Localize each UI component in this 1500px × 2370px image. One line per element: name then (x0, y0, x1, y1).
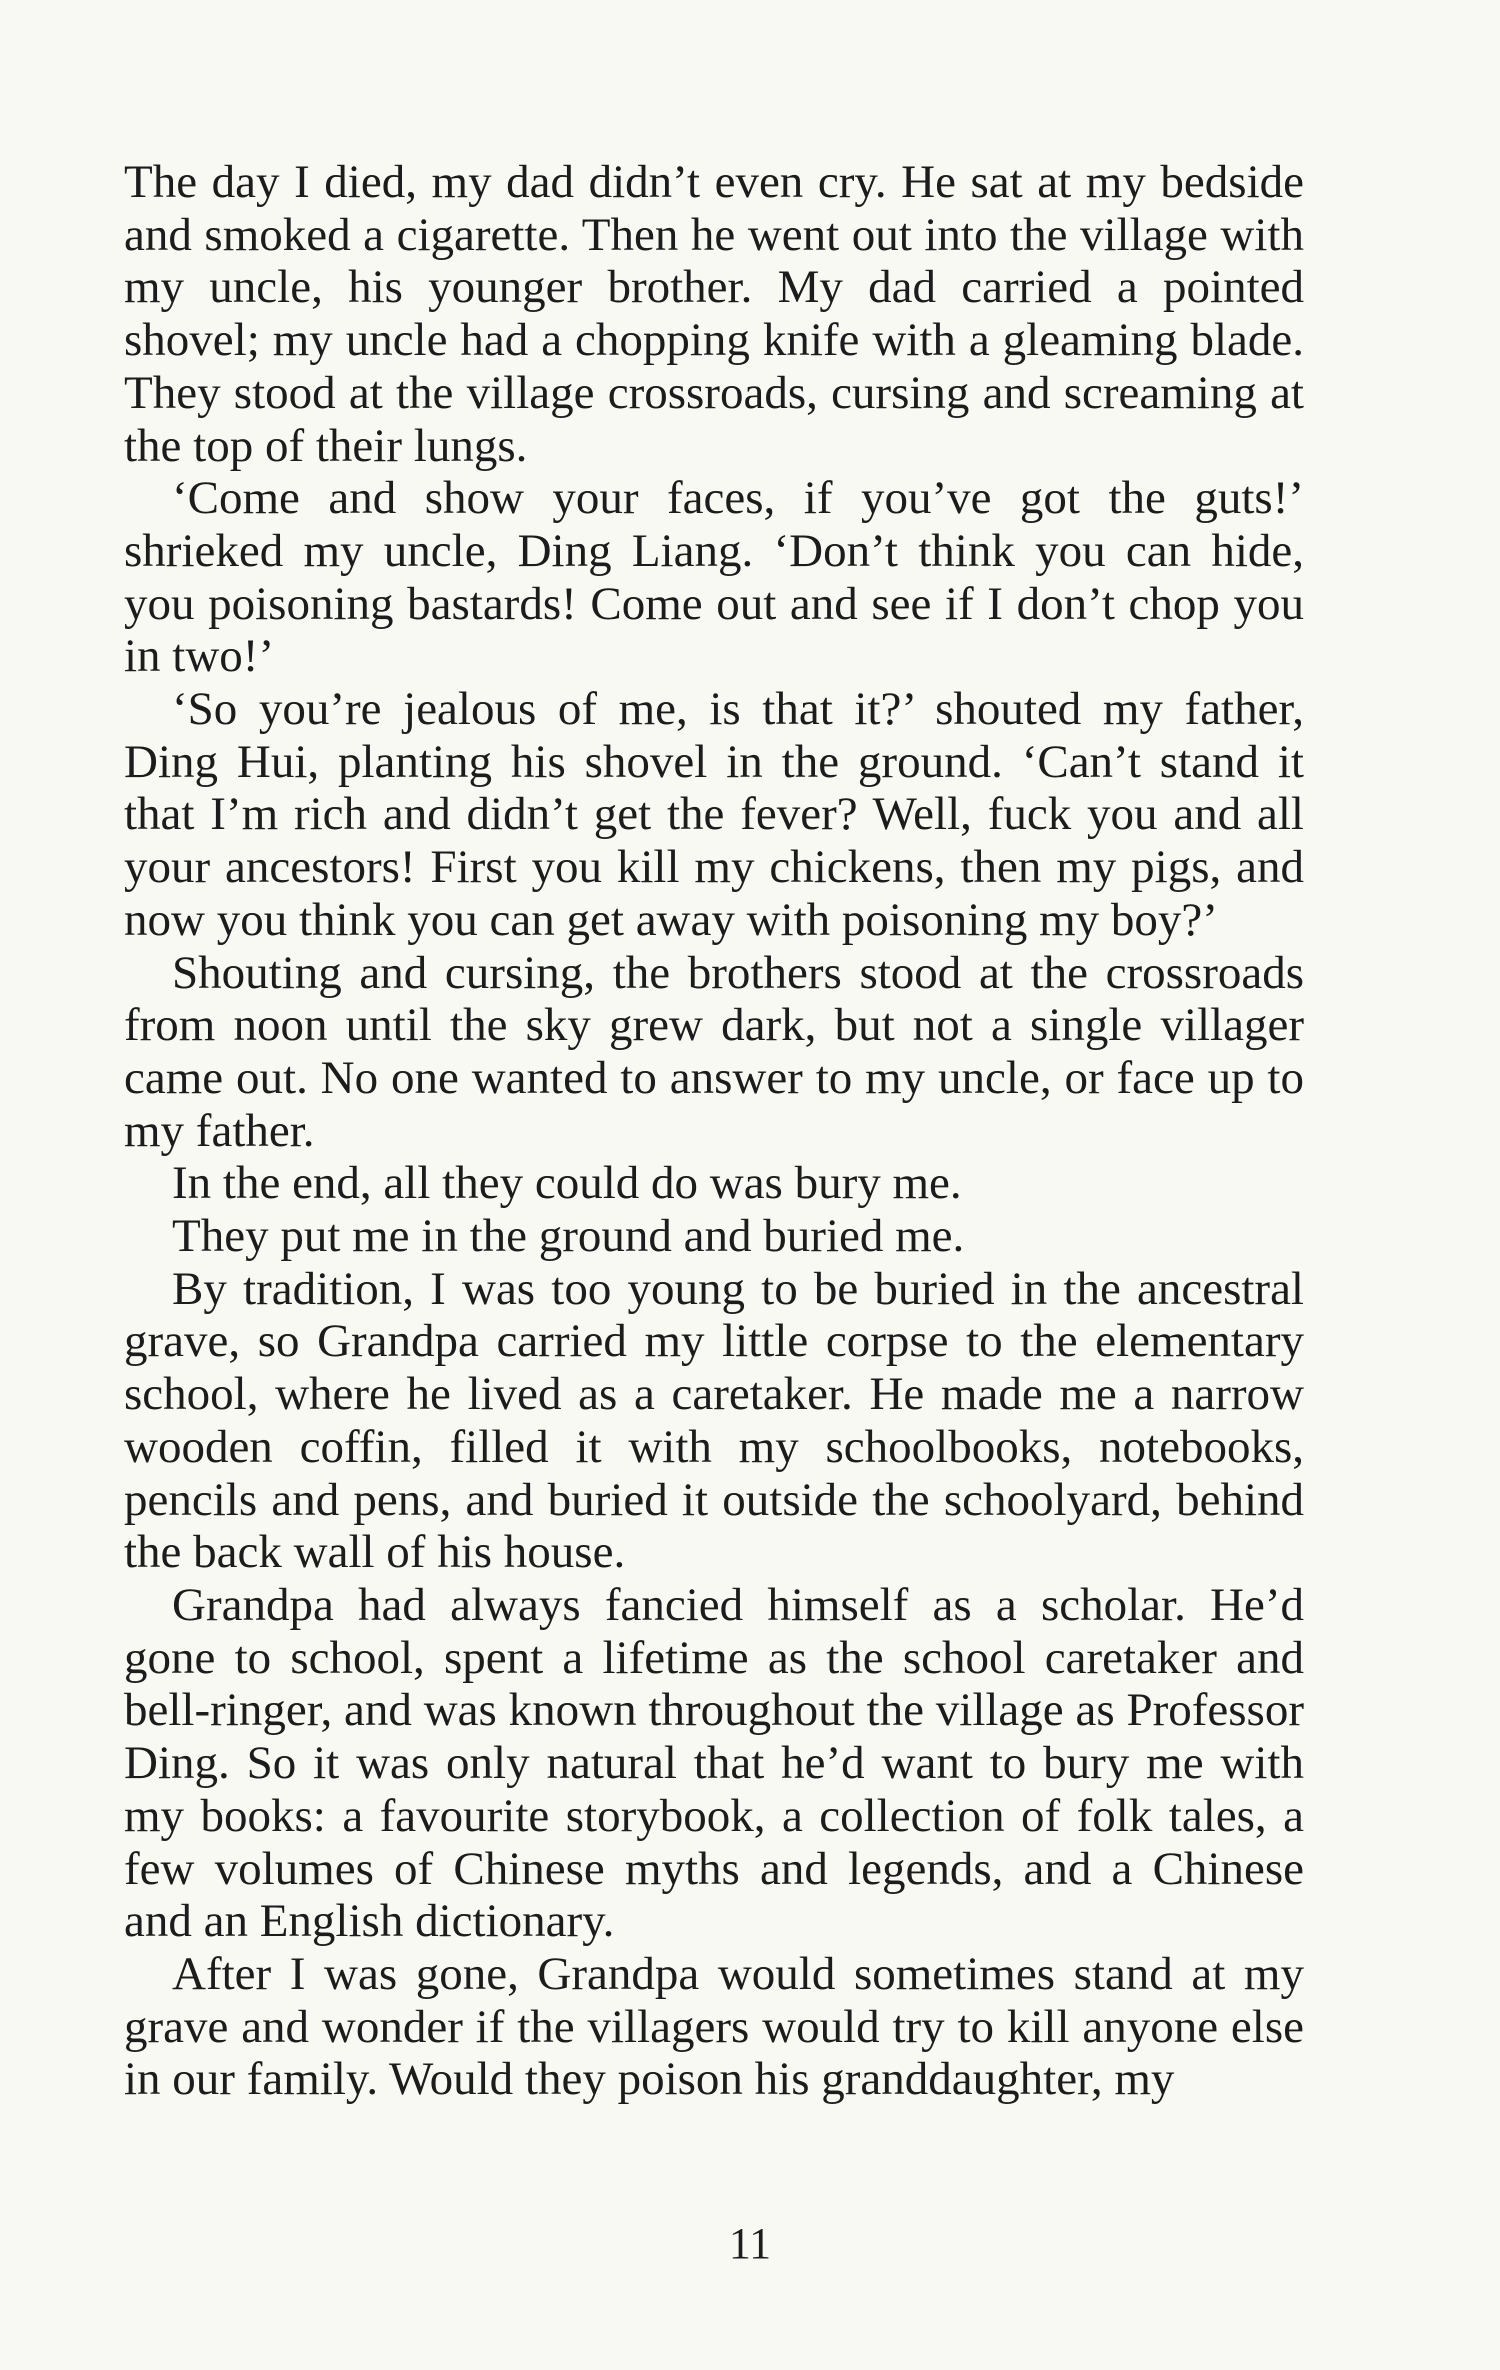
body-text (124, 156, 1304, 2106)
paragraph: After I was gone, Grandpa would sometimes stand at my grave and wonder if the villagers would try to kill anyone else in our family. Would they poison his granddaughter, my (124, 1947, 1304, 2106)
paragraph: Grandpa had always fancied himself as a scholar. He’d gone to school, spent a lifetime as the school caretaker and bell-ringer, and was known throughout the village as Professor Ding. So it was only natural that he’d want to bury me with my books: a favourite storybook, a collection of folk tales, a few volumes of Chinese myths and legends, and a Chinese and an English dictionary. (124, 1578, 1304, 1948)
paragraph: ‘Come and show your faces, if you’ve got the guts!’ shrieked my uncle, Ding Liang. ‘Don’t think you can hide, you poisoning bastards! Come out and see if I don’t chop you in two!’ (124, 472, 1304, 683)
paragraph: The day I died, my dad didn’t even cry. He sat at my bedside and smoked a cigarette. Then he went out into the village with my uncle, his younger brother. My dad carried a pointed shovel; my uncle had a chopping knife with a gleaming blade. They stood at the village crossroads, cursing and screaming at the top of their lungs. (124, 156, 1304, 472)
paragraph: By tradition, I was too young to be buried in the ancestral grave, so Grandpa carried my little corpse to the elementary school, where he lived as a caretaker. He made me a narrow wooden coffin, filled it with my schoolbooks, notebooks, pencils and pens, and buried it outside the schoolyard, behind the back wall of his house. (124, 1262, 1304, 1579)
paragraph: In the end, all they could do was bury me. (172, 1157, 962, 1210)
paragraph: They put me in the ground and buried me. (172, 1210, 965, 1263)
paragraph: Shouting and cursing, the brothers stood at the crossroads from noon until the sky grew dark, but not a single villager came out. No one wanted to answer to my uncle, or face up to my father. (124, 946, 1304, 1157)
page-number: 11 (728, 2219, 772, 2268)
paragraph: ‘So you’re jealous of me, is that it?’ shouted my father, Ding Hui, planting his shovel in the ground. ‘Can’t stand it that I’m rich and didn’t get the fever? Well, fuck you and all your ancestors! First you kill my chickens, then my pigs, and now you think you can get away with poisoning my boy?’ (124, 683, 1304, 946)
